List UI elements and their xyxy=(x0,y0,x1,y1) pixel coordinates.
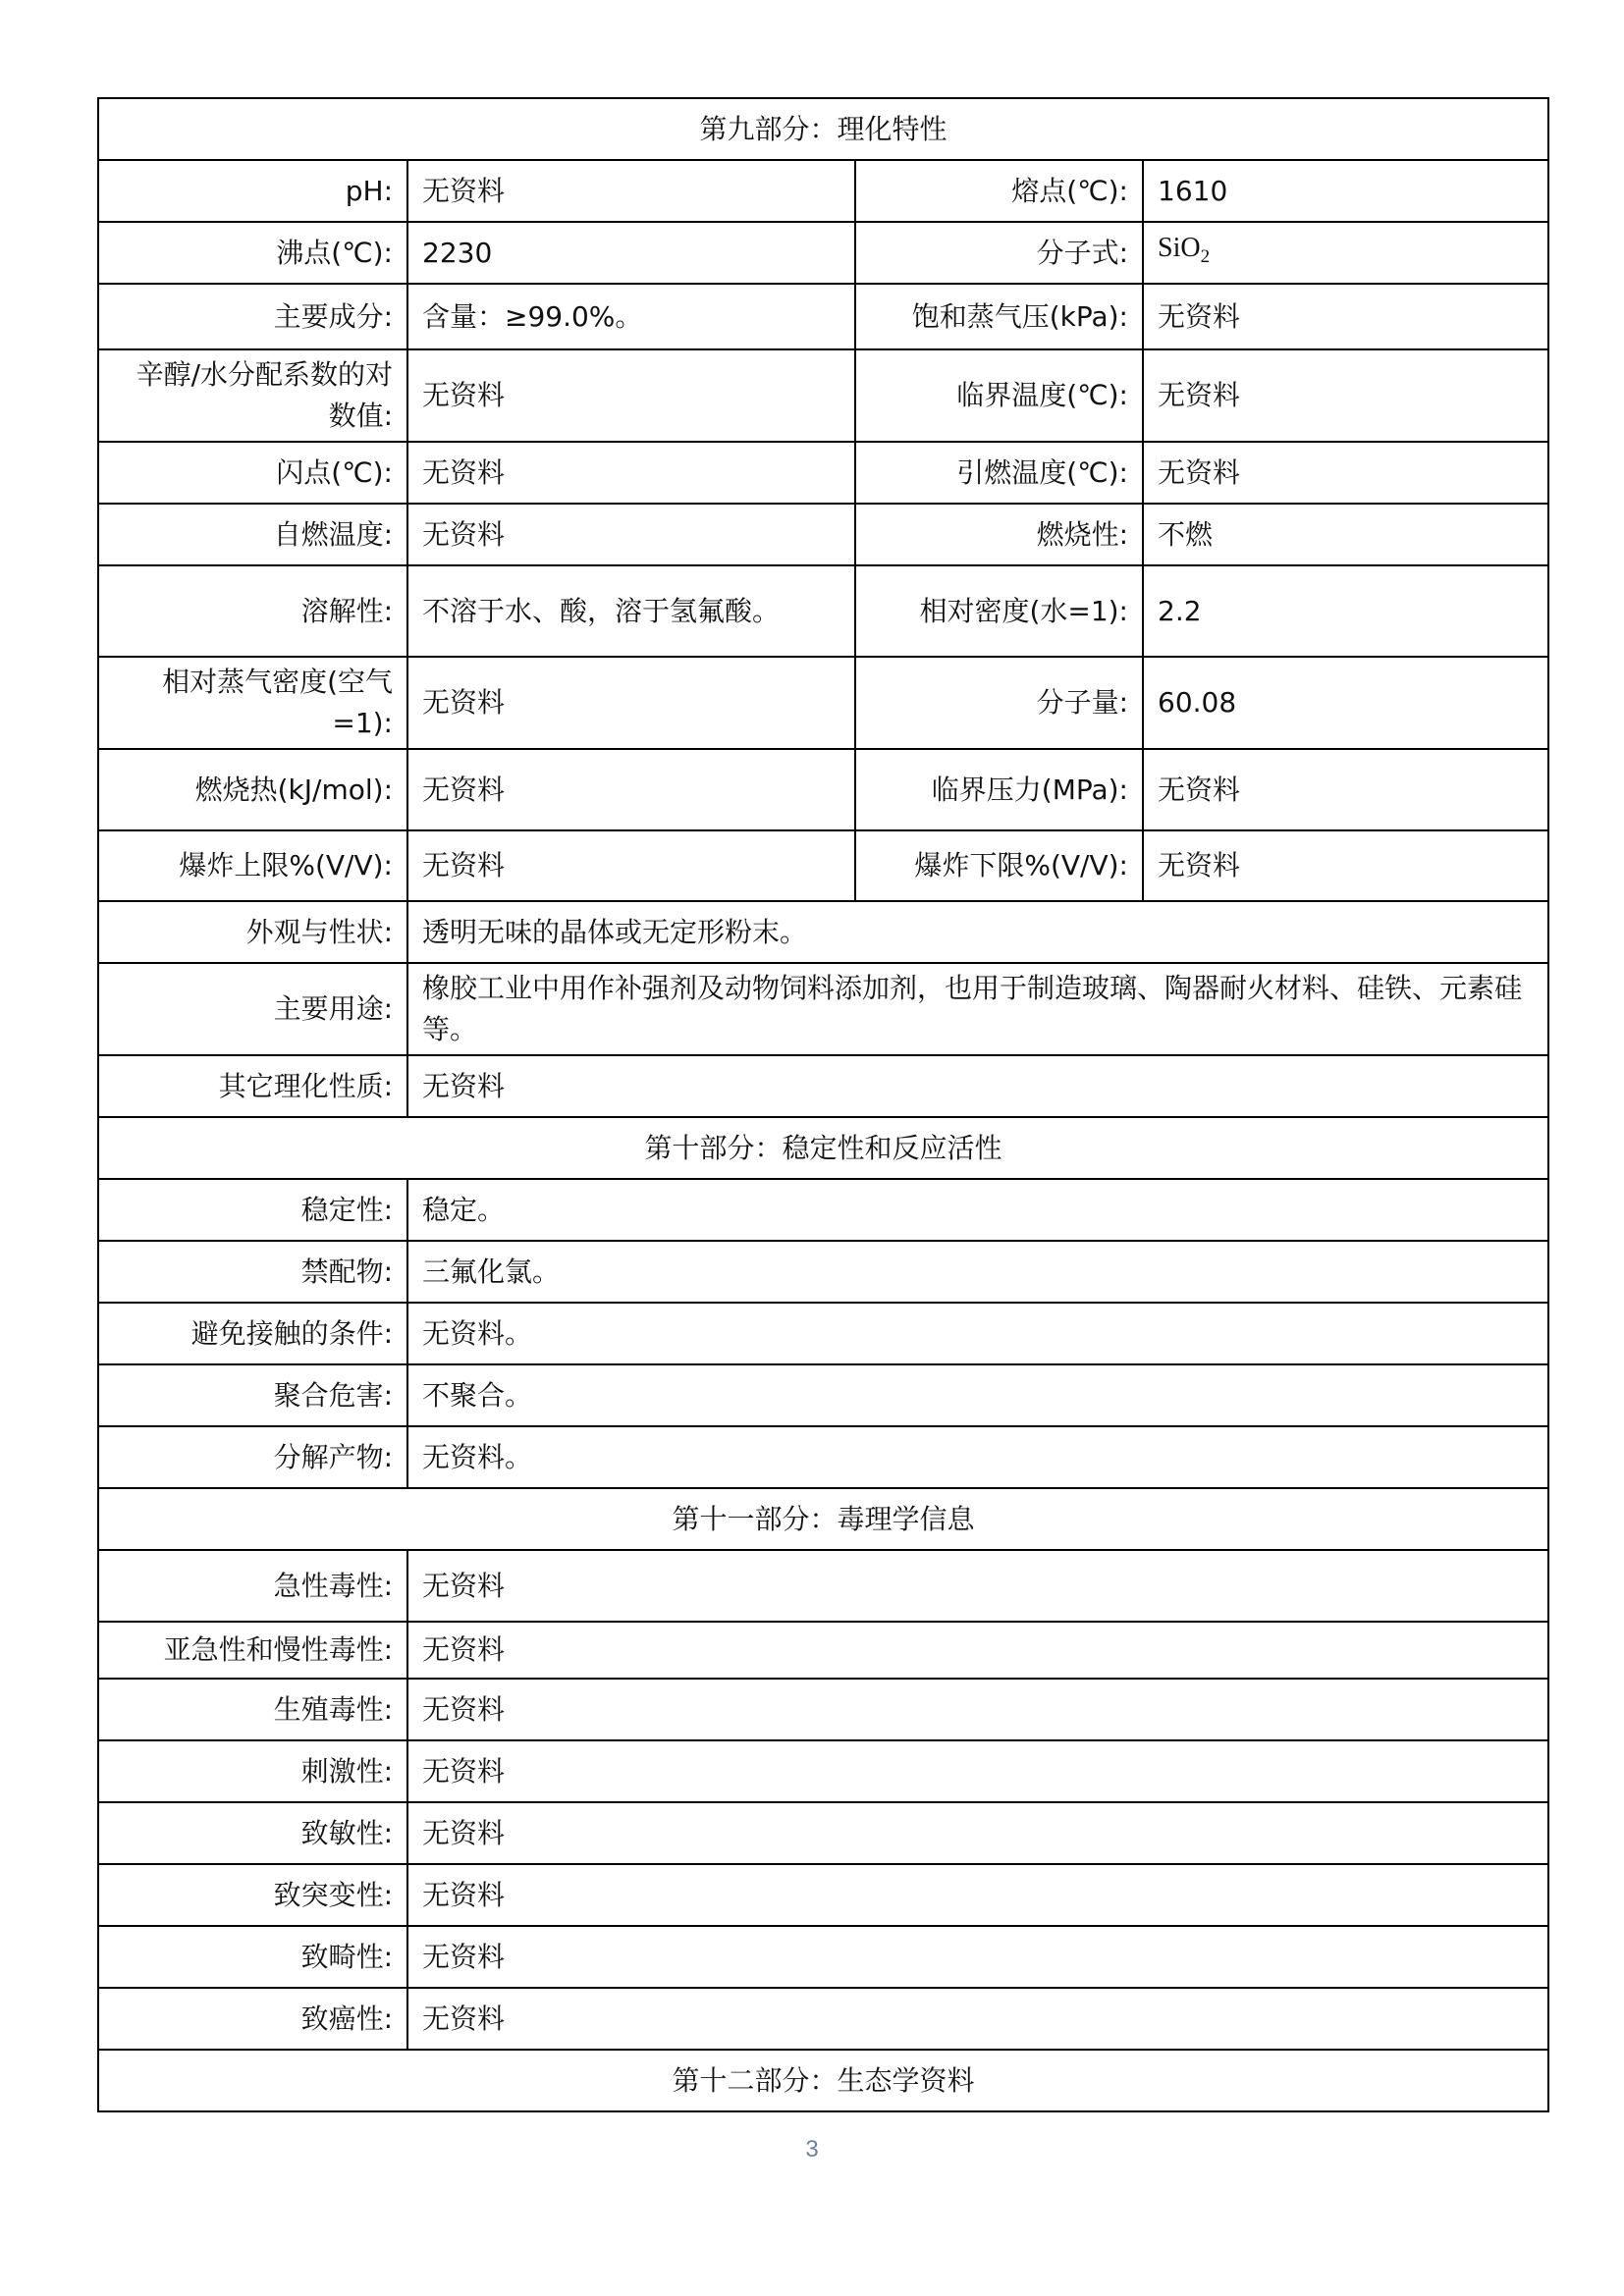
flammability-label: 燃烧性: xyxy=(855,504,1143,565)
table-row xyxy=(98,284,1548,349)
molecular-weight-label: 分子量: xyxy=(855,657,1143,749)
stability-label: 稳定性: xyxy=(98,1179,407,1241)
teratogenicity-label: 致畸性: xyxy=(98,1926,407,1988)
upper-explosive-limit-value: 无资料 xyxy=(407,830,855,901)
molecular-weight-value: 60.08 xyxy=(1143,657,1548,749)
mutagenicity-value: 无资料 xyxy=(407,1864,1548,1926)
combustion-heat-value: 无资料 xyxy=(407,749,855,830)
critical-temperature-value: 无资料 xyxy=(1143,349,1548,442)
table-row xyxy=(98,565,1548,657)
table-row xyxy=(98,1364,1548,1426)
table-row xyxy=(98,1550,1548,1622)
decomposition-products-value: 无资料。 xyxy=(407,1426,1548,1488)
formula-base: SiO xyxy=(1158,233,1201,263)
table-row xyxy=(98,830,1548,901)
page-number: 3 xyxy=(805,2136,819,2163)
lower-explosive-limit-value: 无资料 xyxy=(1143,830,1548,901)
table-row xyxy=(98,442,1548,504)
ph-value: 无资料 xyxy=(407,160,855,222)
reproductive-toxicity-value: 无资料 xyxy=(407,1679,1548,1740)
irritation-label: 刺激性: xyxy=(98,1740,407,1802)
flash-point-label: 闪点(℃): xyxy=(98,442,407,504)
autoignition-label: 自燃温度: xyxy=(98,504,407,565)
section-header-row xyxy=(98,98,1548,160)
formula-subscript: 2 xyxy=(1200,246,1211,267)
other-properties-value: 无资料 xyxy=(407,1055,1548,1117)
flammability-value: 不燃 xyxy=(1143,504,1548,565)
polymerization-hazard-value: 不聚合。 xyxy=(407,1364,1548,1426)
table-row xyxy=(98,349,1548,442)
section-12-title: 第十二部分：生态学资料 xyxy=(98,2050,1548,2111)
appearance-value: 透明无味的晶体或无定形粉末。 xyxy=(407,901,1548,963)
table-row xyxy=(98,1179,1548,1241)
incompatible-materials-label: 禁配物: xyxy=(98,1241,407,1303)
table-row xyxy=(98,749,1548,830)
carcinogenicity-label: 致癌性: xyxy=(98,1988,407,2050)
boiling-point-value: 2230 xyxy=(407,222,855,284)
boiling-point-label: 沸点(℃): xyxy=(98,222,407,284)
sensitization-value: 无资料 xyxy=(407,1802,1548,1864)
partition-coefficient-label: 辛醇/水分配系数的对数值: xyxy=(98,349,407,442)
conditions-to-avoid-value: 无资料。 xyxy=(407,1303,1548,1364)
section-header-row xyxy=(98,2050,1548,2111)
melting-point-value: 1610 xyxy=(1143,160,1548,222)
table-row xyxy=(98,1426,1548,1488)
table-row xyxy=(98,1864,1548,1926)
table-row xyxy=(98,222,1548,284)
section-header-row xyxy=(98,1488,1548,1550)
polymerization-hazard-label: 聚合危害: xyxy=(98,1364,407,1426)
combustion-heat-label: 燃烧热(kJ/mol): xyxy=(98,749,407,830)
table-row xyxy=(98,1802,1548,1864)
flash-point-value: 无资料 xyxy=(407,442,855,504)
ignition-temperature-label: 引燃温度(℃): xyxy=(855,442,1143,504)
table-row xyxy=(98,1926,1548,1988)
molecular-formula-label: 分子式: xyxy=(855,222,1143,284)
solubility-value: 不溶于水、酸，溶于氢氟酸。 xyxy=(407,565,855,657)
table-row xyxy=(98,1241,1548,1303)
incompatible-materials-value: 三氟化氯。 xyxy=(407,1241,1548,1303)
upper-explosive-limit-label: 爆炸上限%(V/V): xyxy=(98,830,407,901)
table-row xyxy=(98,901,1548,963)
appearance-label: 外观与性状: xyxy=(98,901,407,963)
relative-density-label: 相对密度(水=1): xyxy=(855,565,1143,657)
vapor-pressure-label: 饱和蒸气压(kPa): xyxy=(855,284,1143,349)
ph-label: pH: xyxy=(98,160,407,222)
vapor-density-label: 相对蒸气密度(空气=1): xyxy=(98,657,407,749)
table-row xyxy=(98,1303,1548,1364)
acute-toxicity-value: 无资料 xyxy=(407,1550,1548,1622)
ignition-temperature-value: 无资料 xyxy=(1143,442,1548,504)
chronic-toxicity-label: 亚急性和慢性毒性: xyxy=(98,1622,407,1679)
lower-explosive-limit-label: 爆炸下限%(V/V): xyxy=(855,830,1143,901)
decomposition-products-label: 分解产物: xyxy=(98,1426,407,1488)
partition-coefficient-value: 无资料 xyxy=(407,349,855,442)
table-row xyxy=(98,160,1548,222)
msds-table xyxy=(97,97,1549,2112)
main-uses-value: 橡胶工业中用作补强剂及动物饲料添加剂，也用于制造玻璃、陶器耐火材料、硅铁、元素硅等。 xyxy=(407,963,1548,1055)
melting-point-label: 熔点(℃): xyxy=(855,160,1143,222)
vapor-pressure-value: 无资料 xyxy=(1143,284,1548,349)
relative-density-value: 2.2 xyxy=(1143,565,1548,657)
vapor-density-value: 无资料 xyxy=(407,657,855,749)
section-header-row xyxy=(98,1117,1548,1179)
main-component-value: 含量：≥99.0%。 xyxy=(407,284,855,349)
section-11-title: 第十一部分：毒理学信息 xyxy=(98,1488,1548,1550)
molecular-formula-value xyxy=(1143,222,1548,284)
section-10-title: 第十部分：稳定性和反应活性 xyxy=(98,1117,1548,1179)
teratogenicity-value: 无资料 xyxy=(407,1926,1548,1988)
table-row xyxy=(98,657,1548,749)
section-9-title: 第九部分：理化特性 xyxy=(98,98,1548,160)
irritation-value: 无资料 xyxy=(407,1740,1548,1802)
mutagenicity-label: 致突变性: xyxy=(98,1864,407,1926)
table-row xyxy=(98,1988,1548,2050)
main-component-label: 主要成分: xyxy=(98,284,407,349)
table-row xyxy=(98,504,1548,565)
table-row xyxy=(98,1740,1548,1802)
table-row xyxy=(98,1055,1548,1117)
chronic-toxicity-value: 无资料 xyxy=(407,1622,1548,1679)
stability-value: 稳定。 xyxy=(407,1179,1548,1241)
critical-pressure-value: 无资料 xyxy=(1143,749,1548,830)
solubility-label: 溶解性: xyxy=(98,565,407,657)
sensitization-label: 致敏性: xyxy=(98,1802,407,1864)
other-properties-label: 其它理化性质: xyxy=(98,1055,407,1117)
table-row xyxy=(98,963,1548,1055)
table-row xyxy=(98,1679,1548,1740)
reproductive-toxicity-label: 生殖毒性: xyxy=(98,1679,407,1740)
carcinogenicity-value: 无资料 xyxy=(407,1988,1548,2050)
autoignition-value: 无资料 xyxy=(407,504,855,565)
critical-temperature-label: 临界温度(℃): xyxy=(855,349,1143,442)
acute-toxicity-label: 急性毒性: xyxy=(98,1550,407,1622)
main-uses-label: 主要用途: xyxy=(98,963,407,1055)
critical-pressure-label: 临界压力(MPa): xyxy=(855,749,1143,830)
conditions-to-avoid-label: 避免接触的条件: xyxy=(98,1303,407,1364)
table-row xyxy=(98,1622,1548,1679)
